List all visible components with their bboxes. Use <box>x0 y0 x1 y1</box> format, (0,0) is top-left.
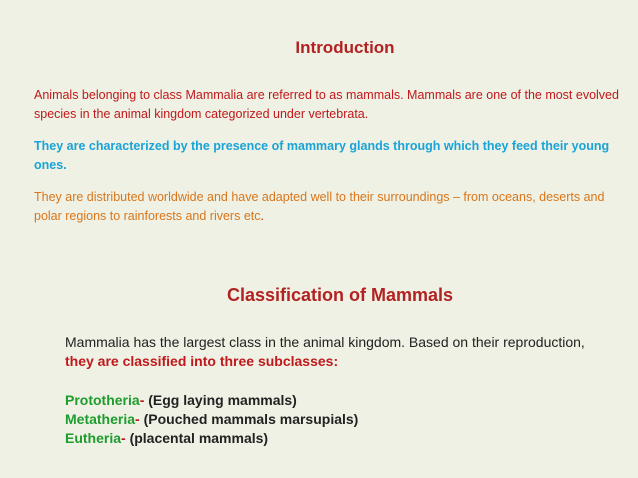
subclass-list <box>65 391 358 448</box>
classification-body <box>65 333 625 371</box>
subclass-dash: - <box>139 392 145 408</box>
subclass-item-eutheria <box>65 429 358 448</box>
subclass-dash: - <box>121 430 126 446</box>
intro-paragraph-distribution <box>34 188 619 226</box>
subclass-dash: - <box>135 411 140 427</box>
distribution-text: They are distributed worldwide and have adapted well to their surroundings – from oceans, deserts and polar regions to rainforests and rivers etc <box>34 190 605 223</box>
subclass-name: Metatheria <box>65 411 136 427</box>
classification-title: Classification of Mammals <box>226 285 454 305</box>
subclass-description: (placental mammals) <box>125 430 269 446</box>
subclass-item-metatheria <box>65 410 358 429</box>
subclass-name: Prototheria <box>65 392 140 408</box>
subclass-name: Eutheria <box>65 430 122 446</box>
subclass-intro: they are classified into three subclasses: <box>65 353 339 369</box>
introduction-title: Introduction <box>295 38 395 57</box>
distribution-period: . <box>260 209 264 223</box>
classification-body-text: Mammalia has the largest class in the animal kingdom. Based on their reproduction, <box>65 334 585 350</box>
intro-paragraph-mammals: Animals belonging to class Mammalia are referred to as mammals. Mammals are one of the most evolved species in the animal kingdom categorized under vertebrata. <box>34 88 619 121</box>
subclass-description: (Pouched mammals marsupials) <box>139 411 359 427</box>
subclass-item-prototheria <box>65 391 358 410</box>
subclass-description: (Egg laying mammals) <box>144 392 297 408</box>
intro-paragraph-mammary-glands: They are characterized by the presence of mammary glands through which they feed their young ones. <box>34 139 610 172</box>
